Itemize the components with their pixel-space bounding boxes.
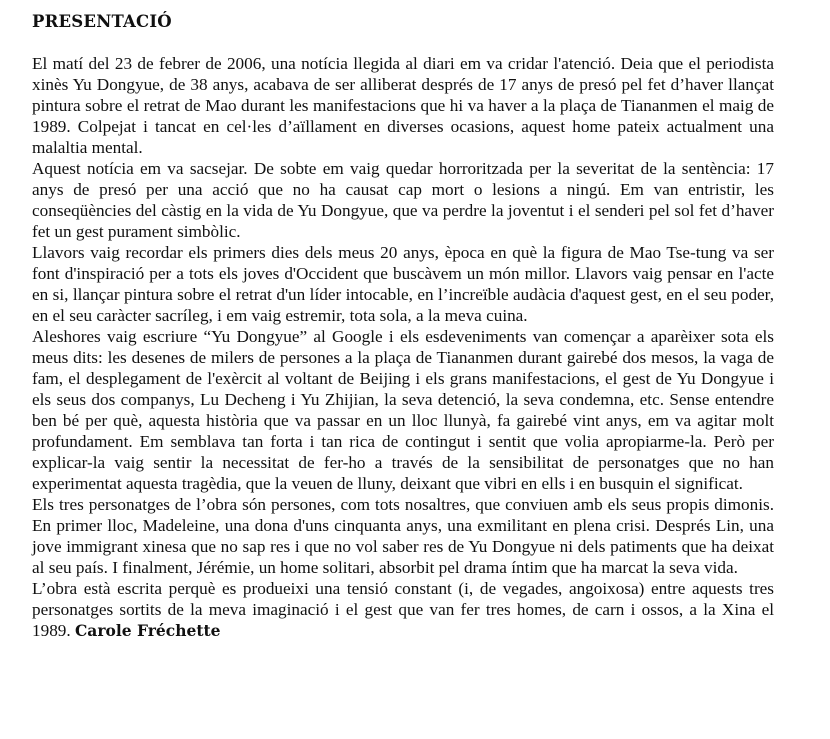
paragraph-closing (32, 578, 774, 641)
closing-text: L’obra està escrita perquè es produeixi una tensió constant (i, de vegades, angoixosa) entre aquests tres personatges sortits de la meva imaginació i el gest que van fer tres homes, de carn i ossos, a la Xina el 1989. (32, 579, 774, 640)
document-page (32, 12, 774, 641)
author-signature: Carole Fréchette (74, 621, 221, 640)
paragraph-news: El matí del 23 de febrer de 2006, una notícia llegida al diari em va cridar l'atenció. Deia que el periodista xinès Yu Dongyue, de 38 anys, acabava de ser alliberat després de 17 anys de presó pel fet d’haver llançat pintura sobre el retrat de Mao durant les manifestacions que hi va haver a la plaça de Tiananmen el maig de 1989. Colpejat i tancat en cel·les d’aïllament en diverses ocasions, aquest home pateix actualment una malaltia mental. (32, 54, 774, 157)
document-title: PRESENTACIÓ (32, 12, 172, 31)
paragraph-research: Aleshores vaig escriure “Yu Dongyue” al Google i els esdeveniments van començar a aparèixer sota els meus dits: les desenes de milers de persones a la plaça de Tiananmen durant gairebé dos mesos, la vaga de fam, el desplegament de l'exèrcit al voltant de Beijing i els grans manifestacions, el gest de Yu Dongyue i els seus dos companys, Lu Decheng i Yu Zhijian, la seva detenció, la seva condemna, etc. Sense entendre ben bé per què, aquesta història que va passar en un lloc llunyà, fa gairebé vint anys, em va agitar molt profundament. Em semblava tan forta i tan rica de contingut i sentit que volia apropiarme-la. Però per explicar-la vaig sentir la necessitat de fer-ho a través de la sensibilitat de personatges que no han experimentat aquesta tragèdia, que la veuen de lluny, deixant que vibri en ells i en busquin el significat. (32, 327, 774, 493)
paragraph-reaction: Aquest notícia em va sacsejar. De sobte em vaig quedar horroritzada per la severitat de la sentència: 17 anys de presó per una acció que no ha causat cap mort o lesions a ningú. Em van entristir, les conseqüències del càstig en la vida de Yu Dongyue, que va perdre la joventut i el senderi pel sol fet d’haver fet un gest purament simbòlic. (32, 159, 774, 241)
paragraph-characters: Els tres personatges de l’obra són persones, com tots nosaltres, que conviuen amb els seus propis dimonis. En primer lloc, Madeleine, una dona d'uns cinquanta anys, una exmilitant en plena crisi. Després Lin, una jove immigrant xinesa que no sap res i que no vol saber res de Yu Dongyue ni dels patiments que ha deixat al seu país. I finalment, Jérémie, un home solitari, absorbit pel drama íntim que ha marcat la seva vida. (32, 495, 774, 577)
paragraph-memory: Llavors vaig recordar els primers dies dels meus 20 anys, època en què la figura de Mao Tse-tung va ser font d'inspiració per a tots els joves d'Occident que buscàvem un món millor. Llavors vaig pensar en l'acte en si, llançar pintura sobre el retrat d'un líder intocable, en l’increïble audàcia d'aquest gest, en el seu poder, en el seu caràcter sacríleg, i em vaig estremir, tota sola, a la meva cuina. (32, 243, 774, 325)
